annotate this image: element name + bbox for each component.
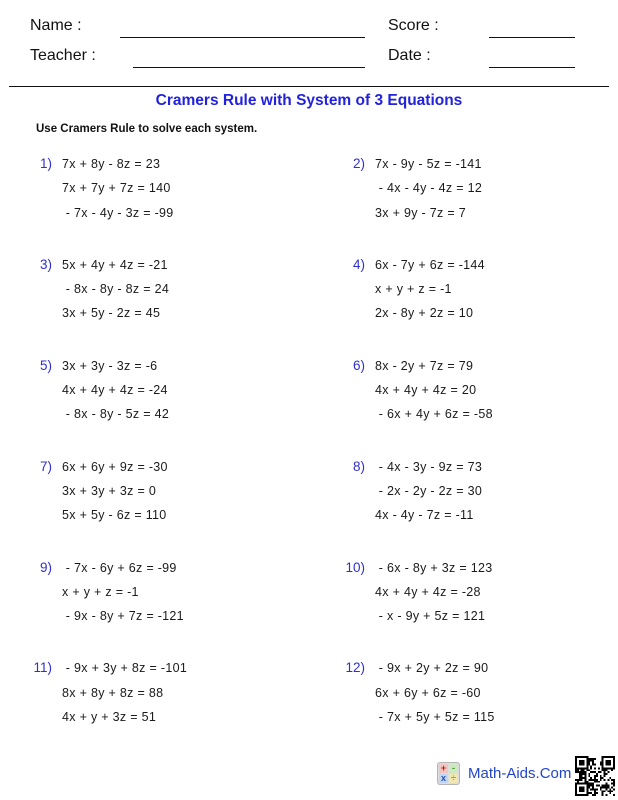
equation-line: - 4x - 4y - 4z = 12 bbox=[375, 181, 483, 196]
teacher-blank-line bbox=[133, 47, 365, 68]
problem-number: 6) bbox=[352, 357, 365, 373]
equation-line: 8x + 8y + 8z = 88 bbox=[62, 685, 164, 700]
equation-line: 7x + 7y + 7z = 140 bbox=[62, 181, 171, 196]
equation-list bbox=[375, 556, 492, 629]
footer-brand bbox=[437, 762, 571, 785]
qr-code bbox=[575, 756, 615, 796]
equation-line: 4x + 4y + 4z = -24 bbox=[62, 383, 168, 398]
equation-line: - x - 9y + 5z = 121 bbox=[375, 609, 486, 624]
problem bbox=[0, 455, 309, 528]
problem bbox=[309, 354, 618, 427]
problem bbox=[0, 354, 309, 427]
equation-list bbox=[375, 354, 493, 427]
problem-number: 9) bbox=[39, 559, 52, 575]
equation-list bbox=[62, 152, 174, 225]
equation-line: 8x - 2y + 7z = 79 bbox=[375, 358, 474, 373]
equation-list bbox=[62, 455, 168, 528]
equation-line: 3x + 9y - 7z = 7 bbox=[375, 205, 466, 220]
equation-line: 5x + 5y - 6z = 110 bbox=[62, 508, 167, 523]
equation-line: x + y + z = -1 bbox=[375, 282, 452, 297]
equation-list bbox=[375, 656, 495, 729]
equation-line: - 6x - 8y + 3z = 123 bbox=[375, 560, 493, 575]
instructions-text: Use Cramers Rule to solve each system. bbox=[36, 123, 258, 135]
equation-line: - 7x - 4y - 3z = -99 bbox=[62, 205, 174, 220]
problem bbox=[309, 152, 618, 225]
problem bbox=[309, 556, 618, 629]
equation-line: - 7x - 6y + 6z = -99 bbox=[62, 560, 177, 575]
problem-number: 8) bbox=[352, 458, 365, 474]
equation-line: 6x + 6y + 9z = -30 bbox=[62, 459, 168, 474]
equation-list bbox=[375, 152, 482, 225]
equation-line: - 6x + 4y + 6z = -58 bbox=[375, 407, 493, 422]
problem bbox=[0, 152, 309, 225]
name-blank-line bbox=[120, 17, 365, 38]
equation-line: 3x + 3y - 3z = -6 bbox=[62, 358, 158, 373]
equation-list bbox=[62, 253, 169, 326]
equation-line: - 2x - 2y - 2z = 30 bbox=[375, 483, 483, 498]
equation-list bbox=[62, 354, 169, 427]
page-title: Cramers Rule with System of 3 Equations bbox=[155, 92, 463, 109]
equation-line: - 4x - 3y - 9z = 73 bbox=[375, 459, 483, 474]
equation-line: x + y + z = -1 bbox=[62, 584, 139, 599]
problem bbox=[0, 556, 309, 629]
problem-number: 10) bbox=[345, 559, 365, 575]
equation-line: 6x + 6y + 6z = -60 bbox=[375, 685, 481, 700]
equation-line: 7x + 8y - 8z = 23 bbox=[62, 157, 161, 171]
equation-list bbox=[62, 656, 187, 729]
problem-number: 7) bbox=[39, 458, 52, 474]
problem bbox=[309, 656, 618, 729]
equation-line: - 8x - 8y - 5z = 42 bbox=[62, 407, 170, 422]
equation-line: 3x + 5y - 2z = 45 bbox=[62, 306, 161, 321]
name-label: Name : bbox=[30, 17, 82, 34]
problem bbox=[0, 253, 309, 326]
equation-list bbox=[375, 455, 482, 528]
problem bbox=[309, 253, 618, 326]
problem-number: 1) bbox=[39, 156, 52, 171]
problem-number: 3) bbox=[39, 256, 52, 272]
equation-line: 3x + 3y + 3z = 0 bbox=[62, 483, 157, 498]
equation-line: - 9x + 2y + 2z = 90 bbox=[375, 661, 489, 676]
equation-line: 4x + 4y + 4z = 20 bbox=[375, 383, 477, 398]
math-aids-logo-icon bbox=[437, 762, 460, 785]
equation-line: - 9x - 8y + 7z = -121 bbox=[62, 609, 184, 624]
equation-line: - 7x + 5y + 5z = 115 bbox=[375, 710, 495, 725]
equation-line: 4x + 4y + 4z = -28 bbox=[375, 584, 481, 599]
plus-icon: + bbox=[440, 763, 447, 773]
equation-line: 2x - 8y + 2z = 10 bbox=[375, 306, 474, 321]
equation-list bbox=[62, 556, 184, 629]
problem-number: 12) bbox=[345, 660, 365, 676]
date-blank-line bbox=[489, 47, 575, 68]
times-icon: x bbox=[440, 773, 446, 783]
header-divider bbox=[9, 86, 609, 87]
equation-line: 5x + 4y + 4z = -21 bbox=[62, 257, 168, 272]
problems-grid bbox=[0, 152, 618, 729]
brand-link[interactable]: Math-Aids.Com bbox=[468, 765, 572, 782]
equation-line: 4x + y + 3z = 51 bbox=[62, 710, 157, 725]
divide-icon: ÷ bbox=[449, 774, 458, 783]
problem bbox=[0, 656, 309, 729]
problem-number: 5) bbox=[39, 357, 52, 373]
equation-line: 6x - 7y + 6z = -144 bbox=[375, 257, 485, 272]
problem-number: 2) bbox=[352, 156, 365, 171]
score-blank-line bbox=[489, 17, 575, 38]
minus-icon: - bbox=[449, 764, 458, 773]
date-label: Date : bbox=[388, 47, 431, 64]
equation-line: - 9x + 3y + 8z = -101 bbox=[62, 661, 188, 676]
problem-number: 4) bbox=[352, 256, 365, 272]
equation-line: 7x - 9y - 5z = -141 bbox=[375, 157, 482, 171]
equation-line: 4x - 4y - 7z = -11 bbox=[375, 508, 474, 523]
problem bbox=[309, 455, 618, 528]
equation-line: - 8x - 8y - 8z = 24 bbox=[62, 282, 170, 297]
score-label: Score : bbox=[388, 17, 439, 34]
teacher-label: Teacher : bbox=[30, 47, 96, 64]
problem-number: 11) bbox=[33, 660, 52, 676]
equation-list bbox=[375, 253, 485, 326]
